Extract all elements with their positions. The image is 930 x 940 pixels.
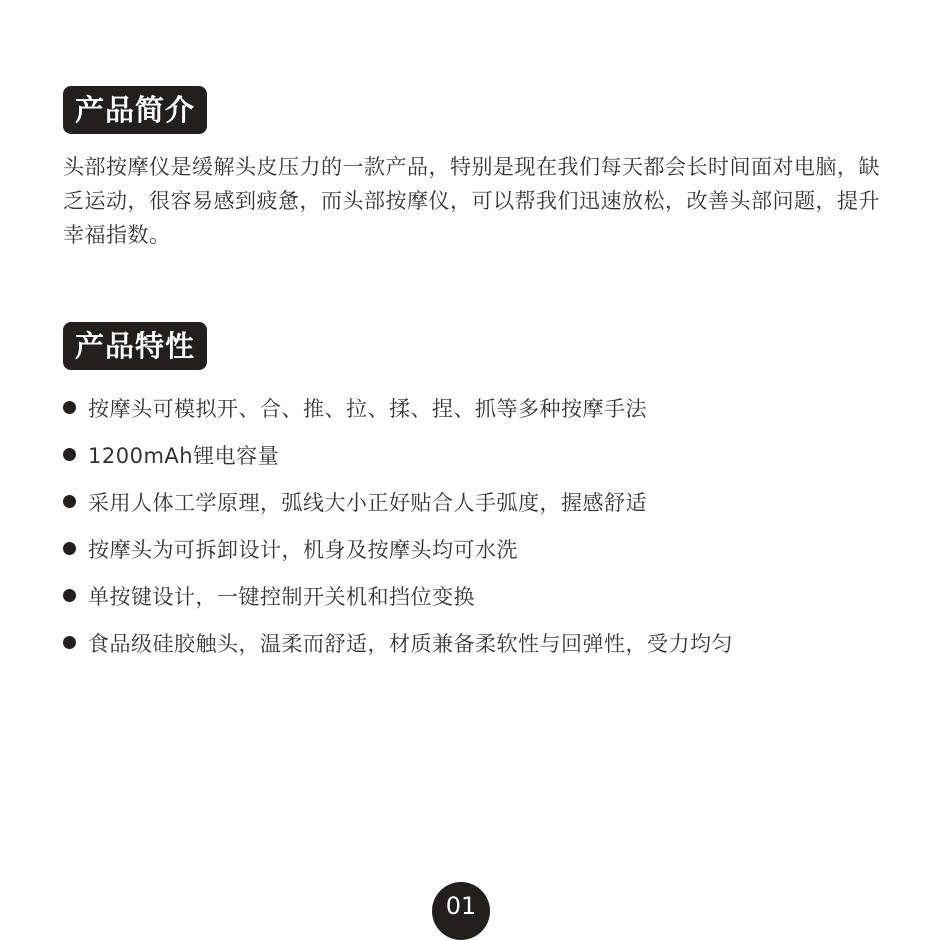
feature-item: [63, 525, 883, 572]
bullet-icon: [63, 401, 76, 414]
feature-item: [63, 431, 883, 478]
feature-text: 单按键设计，一键控制开关机和挡位变换: [88, 584, 475, 609]
page-number-badge: [432, 882, 490, 940]
feature-text: 按摩头为可拆卸设计，机身及按摩头均可水洗: [88, 537, 518, 562]
features-heading: 产品特性: [63, 322, 207, 370]
bullet-icon: [63, 636, 76, 649]
feature-item: [63, 619, 883, 666]
page-number: 01: [445, 892, 477, 920]
feature-item: [63, 478, 883, 525]
intro-paragraph: 头部按摩仪是缓解头皮压力的一款产品，特别是现在我们每天都会长时间面对电脑，缺乏运动，很容易感到疲惫，而头部按摩仪，可以帮我们迅速放松，改善头部问题，提升幸福指数。: [63, 155, 880, 247]
feature-text: 食品级硅胶触头，温柔而舒适，材质兼备柔软性与回弹性，受力均匀: [88, 631, 733, 656]
bullet-icon: [63, 448, 76, 461]
feature-text: 采用人体工学原理，弧线大小正好贴合人手弧度，握感舒适: [88, 490, 647, 515]
feature-text: 按摩头可模拟开、合、推、拉、揉、捏、抓等多种按摩手法: [88, 396, 647, 421]
feature-item: [63, 384, 883, 431]
bullet-icon: [63, 495, 76, 508]
feature-list: [63, 384, 883, 666]
bullet-icon: [63, 542, 76, 555]
bullet-icon: [63, 589, 76, 602]
feature-item: [63, 572, 883, 619]
feature-text: 1200mAh锂电容量: [88, 443, 280, 468]
intro-heading: 产品简介: [63, 86, 207, 134]
